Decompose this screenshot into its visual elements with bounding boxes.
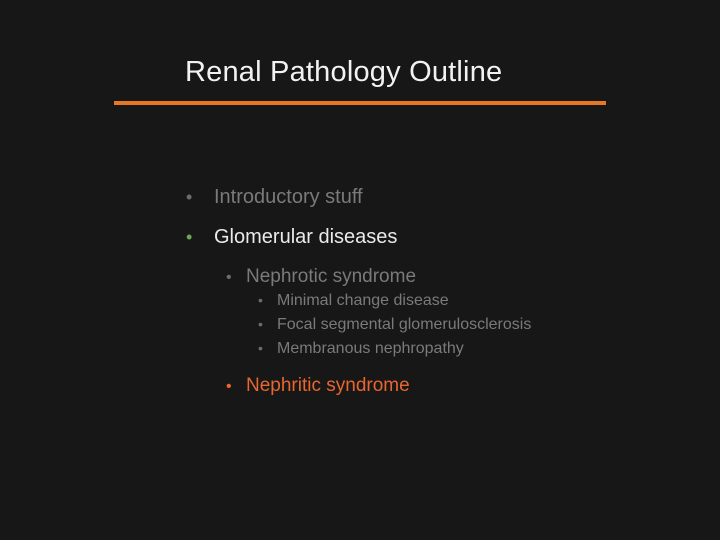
bullet-label: Nephritic syndrome bbox=[246, 375, 410, 396]
bullet-label: Membranous nephropathy bbox=[277, 340, 464, 357]
bullet-label: Glomerular diseases bbox=[214, 226, 398, 248]
slide-title: Renal Pathology Outline bbox=[185, 56, 503, 88]
bullet-nephritic bbox=[226, 375, 410, 397]
bullet-label: Nephrotic syndrome bbox=[246, 266, 417, 287]
bullet-label: Introductory stuff bbox=[214, 186, 363, 208]
bullet-dot-icon: • bbox=[258, 316, 263, 332]
bullet-membranous bbox=[258, 340, 464, 358]
bullet-dot-icon: • bbox=[186, 187, 193, 207]
bullet-dot-icon: • bbox=[258, 292, 263, 308]
bullet-dot-icon: • bbox=[226, 269, 232, 286]
bullet-label: Minimal change disease bbox=[277, 292, 449, 309]
bullet-minimal-change bbox=[258, 292, 449, 310]
title-underline bbox=[114, 101, 606, 105]
bullet-dot-icon: • bbox=[226, 378, 232, 395]
bullet-label: Focal segmental glomerulosclerosis bbox=[277, 316, 532, 333]
bullet-glomerular bbox=[186, 226, 397, 249]
bullet-dot-icon: • bbox=[186, 227, 193, 247]
bullet-fsgs bbox=[258, 316, 531, 334]
bullet-introductory bbox=[186, 186, 363, 209]
bullet-dot-icon: • bbox=[258, 340, 263, 356]
bullet-nephrotic bbox=[226, 266, 416, 288]
